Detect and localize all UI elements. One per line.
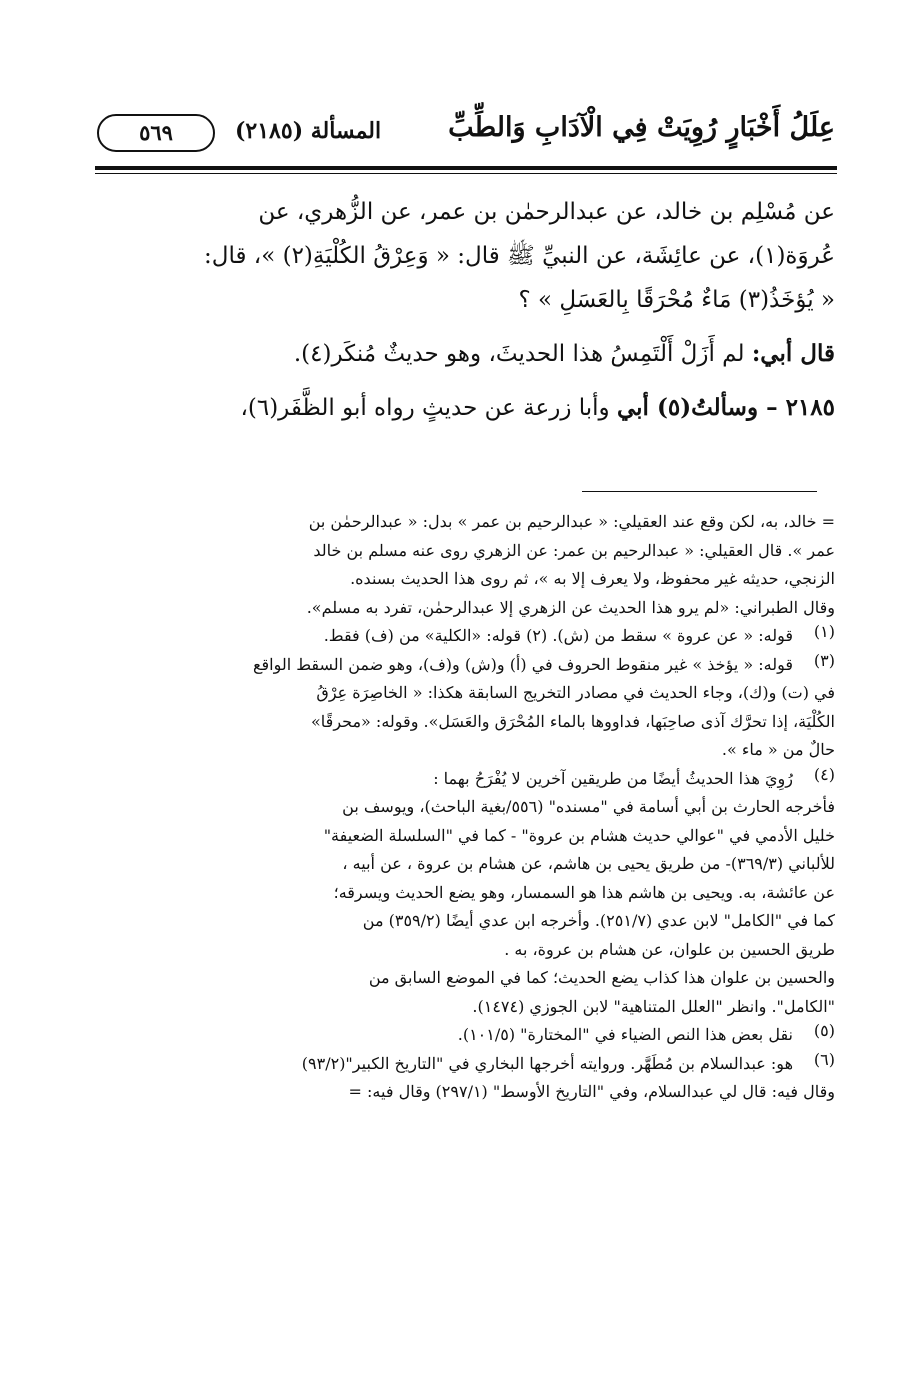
note-line: عمر ». قال العقيلي: « عبدالرحيم بن عمر: عن الزهري روى عنه مسلم بن خالد: [313, 540, 835, 560]
note-line: الزنجي، حديثه غير محفوظ، ولا يعرف إلا به »، ثم روى هذا الحديث بسنده.: [350, 569, 835, 588]
main-line: « يُؤخَذُ(٣) مَاءٌ مُحْرَقًا بِالعَسَلِ » ؟: [518, 287, 835, 313]
question-number: ٢١٨٥ –: [766, 394, 835, 421]
note-line: للألباني (٣٦٩/٣)- من طريق يحيى بن هاشم، عن هشام بن عروة ، عن أبيه ،: [342, 854, 835, 873]
footnote-1: [95, 622, 835, 651]
footnote-3: [95, 651, 835, 680]
question-text-a: وسألتُ(٥): [648, 394, 767, 421]
note-line: في (ت) و(ك)، وجاء الحديث في مصادر التخريج السابقة هكذا: « الخاصِرَة عِرْقُ: [316, 683, 835, 702]
main-line: عن مُسْلِم بن خالد، عن عبدالرحمٰن بن عمر، عن الزُّهري، عن: [258, 199, 835, 225]
question-text-c: وأبا زرعة عن حديثٍ رواه أبو الظَّفَر(٦)،: [240, 395, 617, 421]
footnote-number: (٤): [813, 764, 835, 784]
question-2185: [95, 386, 835, 430]
footnote-number: (٦): [813, 1049, 835, 1069]
note-line: قوله: « يؤخذ » غير منقوط الحروف في (أ) و(ش) و(ف)، وهو ضمن السقط الواقع: [252, 654, 793, 674]
note-line: حالٌ من « ماء ».: [721, 740, 835, 759]
main-text: [95, 190, 835, 430]
footnote-6: [95, 1050, 835, 1079]
footnote-number: (١): [813, 622, 835, 641]
page-number: ٥٦٩: [97, 114, 215, 152]
question-text-b: أبي: [616, 394, 649, 421]
note-line: قوله: « عن عروة » سقط من (ش). (٢) قوله: «الكلية» من (ف) فقط.: [323, 626, 793, 645]
running-header: [95, 108, 835, 164]
note-line: هو: عبدالسلام بن مُطَهَّر. وروايته أخرجها البخاري في "التاريخ الكبير"(٩٣/٢): [301, 1053, 793, 1073]
footnotes: [95, 508, 835, 1107]
header-rule-thin: [95, 173, 837, 174]
note-line: الكُلْيَة، إذا تحرَّك آذى صاحِبَها، فداووها بالماء المُحْرَق والعَسَل». وقوله: «محرقًا»: [311, 711, 835, 731]
note-line: خليل الأدمي في "عوالي حديث هشام بن عروة" - كما في "السلسلة الضعيفة": [323, 825, 835, 845]
note-line: وقال الطبراني: «لم يرو هذا الحديث عن الزهري إلا عبدالرحمٰن، تفرد به مسلم».: [306, 597, 835, 617]
header-rule-thick: [95, 166, 837, 170]
abu-rest: لم أَزَلْ أَلْتَمِسُ هذا الحديثَ، وهو حديثٌ مُنكَر(٤).: [293, 341, 752, 367]
footnote-4: [95, 765, 835, 794]
footnote-number: (٥): [813, 1021, 835, 1040]
note-line: = خالد، به، لكن وقع عند العقيلي: « عبدالرحيم بن عمر » بدل: « عبدالرحمٰن بن: [308, 512, 835, 531]
note-line: فأخرجه الحارث بن أبي أسامة في "مسنده" (٥٥٦/بغية الباحث)، ويوسف بن: [342, 797, 835, 816]
note-line: وقال فيه: قال لي عبدالسلام، وفي "التاريخ الأوسط" (٢٩٧/١) وقال فيه: =: [348, 1082, 835, 1101]
note-line: "الكامل". وانظر "العلل المتناهية" لابن الجوزي (١٤٧٤).: [472, 996, 835, 1016]
note-line: والحسين بن علوان هذا كذاب يضع الحديث؛ كما في الموضع السابق من: [368, 968, 835, 987]
footnote-separator: [582, 491, 817, 492]
abu-statement: [95, 332, 835, 376]
note-line: طريق الحسين بن علوان، عن هشام بن عروة، به .: [504, 939, 835, 959]
footnote-5: [95, 1021, 835, 1050]
book-title: عِلَلُ أَخْبَارٍ رُوِيَتْ فِي الْآدَابِ وَالطِّبِّ: [448, 112, 835, 143]
note-line: عن عائشة، به. ويحيى بن هاشم هذا هو السمسار، وهو يضع الحديث ويسرقه؛: [333, 882, 835, 902]
footnote-number: (٣): [813, 650, 835, 670]
main-line: عُروَة(١)، عن عائِشَة، عن النبيِّ ﷺ قال: « وَعِرْقُ الكُلْيَةِ(٢) »، قال:: [204, 243, 835, 269]
abu-prefix: قال أبي:: [751, 340, 835, 367]
note-line: كما في "الكامل" لابن عدي (٢٥١/٧). وأخرجه ابن عدي أيضًا (٣٥٩/٢) من: [362, 911, 835, 930]
note-line: رُوِيَ هذا الحديثُ أيضًا من طريقين آخرين لا يُفْرَحُ بهما :: [433, 768, 793, 788]
note-line: نقل بعض هذا النص الضياء في "المختارة" (١٠١/٥).: [457, 1025, 793, 1044]
issue-label: المسألة (٢١٨٥): [235, 118, 382, 144]
